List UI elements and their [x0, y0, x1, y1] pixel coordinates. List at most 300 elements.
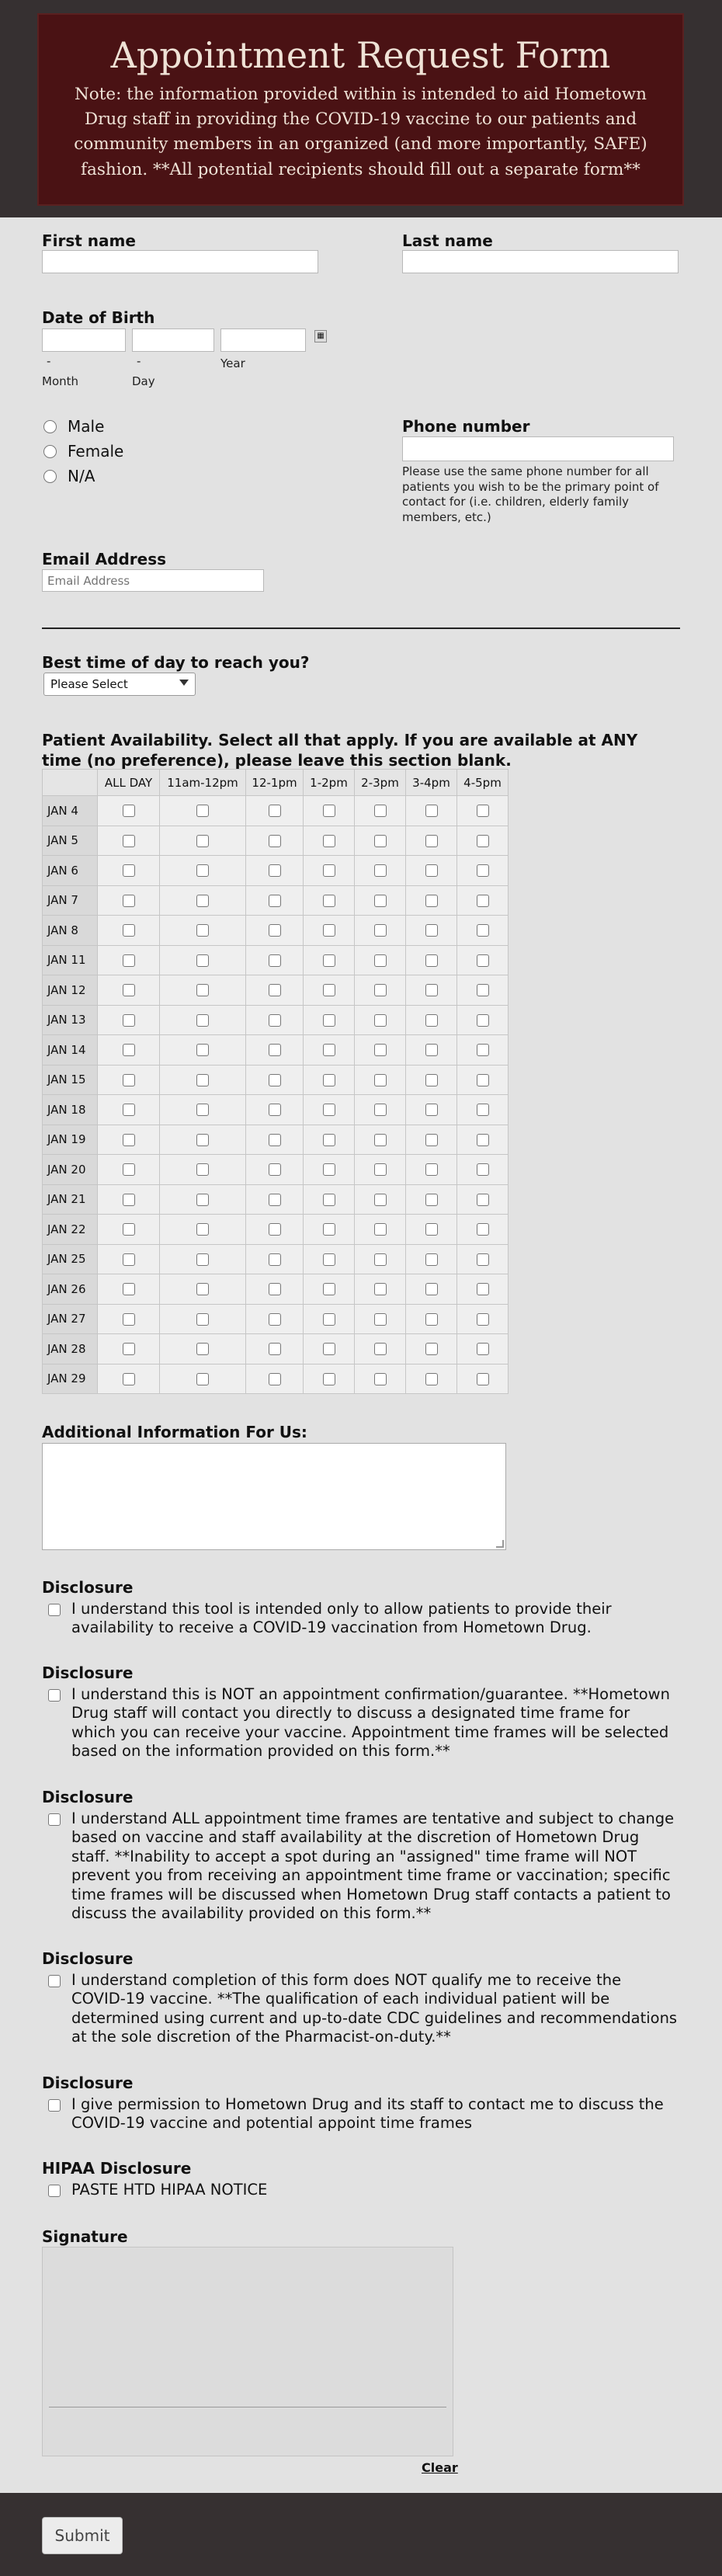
availability-checkbox[interactable] [269, 1194, 281, 1206]
radio-button[interactable] [43, 470, 57, 483]
availability-checkbox[interactable] [323, 1134, 335, 1146]
table-row [43, 1215, 509, 1245]
availability-checkbox[interactable] [123, 1373, 135, 1385]
availability-checkbox[interactable] [196, 924, 209, 937]
availability-cell [355, 826, 406, 856]
availability-cell [457, 1184, 509, 1215]
availability-checkbox[interactable] [374, 1134, 387, 1146]
availability-checkbox[interactable] [269, 1163, 281, 1176]
availability-checkbox[interactable] [323, 1074, 335, 1086]
availability-cell [160, 856, 246, 886]
availability-checkbox[interactable] [123, 1223, 135, 1236]
availability-checkbox[interactable] [374, 1104, 387, 1116]
radio-label: Male [68, 417, 105, 436]
availability-cell [457, 1125, 509, 1155]
availability-checkbox[interactable] [323, 1104, 335, 1116]
availability-cell [406, 1065, 457, 1095]
disclosure-title: Disclosure [42, 1788, 134, 1806]
availability-checkbox[interactable] [374, 1313, 387, 1326]
availability-cell [457, 826, 509, 856]
availability-checkbox[interactable] [196, 954, 209, 967]
availability-checkbox[interactable] [196, 864, 209, 877]
day-label: JAN 28 [43, 1334, 98, 1364]
availability-cell [457, 856, 509, 886]
availability-cell [304, 1364, 355, 1394]
availability-checkbox[interactable] [425, 1253, 438, 1266]
availability-title: Patient Availability. Select all that apply. If you are available at ANY time (no preference), please leave this section blank. [42, 731, 638, 770]
availability-checkbox[interactable] [425, 984, 438, 996]
availability-checkbox[interactable] [374, 1044, 387, 1056]
availability-cell [406, 1125, 457, 1155]
availability-checkbox[interactable] [425, 1194, 438, 1206]
signature-pad[interactable] [42, 2247, 453, 2456]
phone-input[interactable] [402, 436, 674, 461]
dob-label: Date of Birth [42, 308, 155, 327]
availability-cell [406, 1244, 457, 1274]
disclosure-row [42, 2095, 679, 2133]
phone-label: Phone number [402, 417, 530, 436]
availability-checkbox[interactable] [269, 1104, 281, 1116]
radio-male[interactable] [43, 417, 104, 436]
day-label: JAN 20 [43, 1155, 98, 1185]
availability-checkbox[interactable] [425, 1223, 438, 1236]
availability-checkbox[interactable] [477, 1163, 489, 1176]
availability-checkbox[interactable] [374, 1014, 387, 1027]
availability-checkbox[interactable] [196, 1283, 209, 1295]
day-label: JAN 25 [43, 1244, 98, 1274]
availability-checkbox[interactable] [477, 1283, 489, 1295]
availability-checkbox[interactable] [269, 895, 281, 907]
availability-checkbox[interactable] [323, 1163, 335, 1176]
dob-sep-2: - [137, 354, 141, 368]
disclosure-row [42, 1971, 679, 2047]
disclosure-1 [42, 1578, 679, 1638]
availability-checkbox[interactable] [123, 1313, 135, 1326]
availability-checkbox[interactable] [425, 864, 438, 877]
availability-cell [355, 1304, 406, 1334]
availability-cell [304, 916, 355, 946]
availability-checkbox[interactable] [477, 1223, 489, 1236]
availability-checkbox[interactable] [425, 805, 438, 817]
table-row [43, 1035, 509, 1066]
availability-checkbox[interactable] [323, 1194, 335, 1206]
availability-cell [304, 1095, 355, 1125]
availability-checkbox[interactable] [477, 864, 489, 877]
resize-handle-icon[interactable] [496, 1540, 504, 1548]
availability-checkbox[interactable] [196, 1134, 209, 1146]
availability-cell [406, 1334, 457, 1364]
availability-checkbox[interactable] [374, 984, 387, 996]
day-label: JAN 6 [43, 856, 98, 886]
availability-checkbox[interactable] [196, 895, 209, 907]
availability-cell [304, 885, 355, 916]
signature-label: Signature [42, 2227, 128, 2246]
availability-cell [98, 1155, 160, 1185]
availability-checkbox[interactable] [323, 1313, 335, 1326]
disclosure-checkbox[interactable] [48, 1813, 61, 1826]
availability-cell [98, 916, 160, 946]
availability-checkbox[interactable] [425, 1313, 438, 1326]
disclosure-title: HIPAA Disclosure [42, 2159, 192, 2178]
availability-cell [160, 1364, 246, 1394]
availability-cell [406, 1304, 457, 1334]
table-row [43, 1244, 509, 1274]
availability-checkbox[interactable] [123, 1343, 135, 1355]
clear-signature-link[interactable]: Clear [422, 2460, 458, 2475]
availability-checkbox[interactable] [196, 1194, 209, 1206]
availability-cell [160, 1155, 246, 1185]
availability-cell [457, 1065, 509, 1095]
availability-checkbox[interactable] [374, 835, 387, 847]
availability-checkbox[interactable] [477, 805, 489, 817]
availability-checkbox[interactable] [323, 1373, 335, 1385]
availability-cell [355, 1364, 406, 1394]
availability-cell [406, 916, 457, 946]
availability-checkbox[interactable] [477, 895, 489, 907]
disclosure-2 [42, 1663, 679, 1761]
availability-checkbox[interactable] [269, 805, 281, 817]
availability-cell [457, 1155, 509, 1185]
day-label: JAN 18 [43, 1095, 98, 1125]
availability-checkbox[interactable] [123, 1283, 135, 1295]
availability-cell [406, 1274, 457, 1305]
availability-checkbox[interactable] [477, 1194, 489, 1206]
availability-checkbox[interactable] [196, 984, 209, 996]
disclosure-checkbox[interactable] [48, 2185, 61, 2197]
availability-checkbox[interactable] [269, 1014, 281, 1027]
last-name-label: Last name [402, 231, 493, 250]
availability-cell [355, 1215, 406, 1245]
first-name-input[interactable] [42, 250, 318, 273]
radio-label: N/A [68, 467, 95, 485]
availability-checkbox[interactable] [374, 1373, 387, 1385]
availability-cell [98, 945, 160, 975]
availability-checkbox[interactable] [425, 1074, 438, 1086]
availability-checkbox[interactable] [477, 1313, 489, 1326]
availability-cell [98, 1244, 160, 1274]
disclosure-text: I understand ALL appointment time frames are tentative and subject to change based on vaccine and staff availability at the discretion of Hometown Drug staff. **Inability to accept a spot during an "assigned" time frame will NOT prevent you from receiving an appointment time frame or vaccination; specific time frames will be discussed when Hometown Drug staff contacts a patient to discuss the availability provided on this form.** [71, 1809, 675, 1922]
availability-checkbox[interactable] [323, 864, 335, 877]
day-label: JAN 5 [43, 826, 98, 856]
dob-day-caption: Day [132, 374, 155, 388]
availability-checkbox[interactable] [477, 1104, 489, 1116]
availability-checkbox[interactable] [425, 924, 438, 937]
availability-checkbox[interactable] [196, 1343, 209, 1355]
availability-checkbox[interactable] [123, 1194, 135, 1206]
availability-cell [355, 1095, 406, 1125]
availability-checkbox[interactable] [123, 1014, 135, 1027]
availability-checkbox[interactable] [123, 1104, 135, 1116]
availability-checkbox[interactable] [425, 1343, 438, 1355]
disclosure-checkbox[interactable] [48, 1689, 61, 1702]
availability-cell [246, 1215, 304, 1245]
availability-cell [355, 885, 406, 916]
availability-cell [160, 916, 246, 946]
availability-checkbox[interactable] [123, 1074, 135, 1086]
day-label: JAN 29 [43, 1364, 98, 1394]
availability-checkbox[interactable] [123, 954, 135, 967]
availability-checkbox[interactable] [269, 1343, 281, 1355]
availability-checkbox[interactable] [196, 805, 209, 817]
availability-checkbox[interactable] [477, 1074, 489, 1086]
availability-cell [457, 1005, 509, 1035]
availability-cell [304, 856, 355, 886]
availability-cell [304, 1065, 355, 1095]
availability-cell [304, 1244, 355, 1274]
table-row [43, 1065, 509, 1095]
availability-checkbox[interactable] [477, 1134, 489, 1146]
availability-checkbox[interactable] [123, 805, 135, 817]
availability-cell [98, 1215, 160, 1245]
availability-cell [98, 1065, 160, 1095]
availability-checkbox[interactable] [477, 1253, 489, 1266]
table-row [43, 1005, 509, 1035]
availability-checkbox[interactable] [269, 835, 281, 847]
availability-checkbox[interactable] [123, 1253, 135, 1266]
availability-cell [457, 1364, 509, 1394]
dob-year-input[interactable] [220, 329, 306, 352]
availability-checkbox[interactable] [196, 1313, 209, 1326]
availability-checkbox[interactable] [123, 835, 135, 847]
availability-cell [457, 885, 509, 916]
availability-checkbox[interactable] [323, 1343, 335, 1355]
availability-cell [160, 1334, 246, 1364]
availability-cell [355, 1125, 406, 1155]
availability-checkbox[interactable] [425, 895, 438, 907]
availability-cell [246, 916, 304, 946]
disclosure-title: Disclosure [42, 1949, 134, 1968]
table-row [43, 1334, 509, 1364]
availability-checkbox[interactable] [269, 1044, 281, 1056]
disclosure-checkbox[interactable] [48, 2099, 61, 2112]
table-row [43, 796, 509, 826]
disclosure-text: I give permission to Hometown Drug and its staff to contact me to discuss the COVID-19 vaccine and potential appoint time frames [71, 2095, 664, 2133]
last-name-input[interactable] [402, 250, 679, 273]
availability-cell [160, 975, 246, 1006]
availability-cell [355, 1035, 406, 1066]
availability-cell [98, 1184, 160, 1215]
availability-checkbox[interactable] [374, 1194, 387, 1206]
availability-cell [304, 826, 355, 856]
availability-checkbox[interactable] [269, 1283, 281, 1295]
availability-cell [246, 1005, 304, 1035]
availability-cell [98, 1274, 160, 1305]
availability-checkbox[interactable] [269, 1074, 281, 1086]
radio-na[interactable] [43, 467, 95, 485]
availability-cell [246, 1065, 304, 1095]
availability-checkbox[interactable] [123, 1044, 135, 1056]
availability-checkbox[interactable] [269, 1373, 281, 1385]
availability-checkbox[interactable] [374, 1343, 387, 1355]
availability-checkbox[interactable] [323, 1044, 335, 1056]
availability-checkbox[interactable] [269, 1223, 281, 1236]
availability-cell [160, 1215, 246, 1245]
availability-checkbox[interactable] [477, 1343, 489, 1355]
availability-checkbox[interactable] [196, 835, 209, 847]
email-input[interactable] [42, 569, 264, 592]
grid-corner [43, 770, 98, 796]
availability-cell [355, 1334, 406, 1364]
table-row [43, 1125, 509, 1155]
availability-checkbox[interactable] [323, 1223, 335, 1236]
availability-checkbox[interactable] [123, 895, 135, 907]
availability-cell [304, 1304, 355, 1334]
availability-checkbox[interactable] [374, 954, 387, 967]
availability-checkbox[interactable] [425, 835, 438, 847]
disclosure-text: I understand this tool is intended only to allow patients to provide their availability to receive a COVID-19 vaccination from Hometown Drug. [71, 1600, 612, 1637]
availability-checkbox[interactable] [477, 1373, 489, 1385]
availability-checkbox[interactable] [196, 1014, 209, 1027]
email-label: Email Address [42, 550, 167, 568]
dob-month-input[interactable] [42, 329, 126, 352]
header-band [0, 0, 722, 217]
radio-button[interactable] [43, 420, 57, 433]
availability-checkbox[interactable] [269, 1253, 281, 1266]
availability-checkbox[interactable] [374, 1074, 387, 1086]
availability-cell [457, 1334, 509, 1364]
availability-checkbox[interactable] [323, 835, 335, 847]
column-header: 2-3pm [355, 770, 406, 796]
availability-cell [304, 796, 355, 826]
day-label: JAN 14 [43, 1035, 98, 1066]
availability-cell [457, 1035, 509, 1066]
availability-checkbox[interactable] [269, 984, 281, 996]
availability-checkbox[interactable] [323, 1283, 335, 1295]
table-row [43, 975, 509, 1006]
availability-cell [98, 796, 160, 826]
dob-day-input[interactable] [132, 329, 214, 352]
availability-checkbox[interactable] [477, 835, 489, 847]
disclosure-checkbox[interactable] [48, 1975, 61, 1987]
availability-checkbox[interactable] [477, 1044, 489, 1056]
availability-checkbox[interactable] [123, 924, 135, 937]
availability-checkbox[interactable] [196, 1074, 209, 1086]
disclosure-checkbox[interactable] [48, 1604, 61, 1616]
availability-checkbox[interactable] [269, 864, 281, 877]
availability-cell [98, 856, 160, 886]
availability-checkbox[interactable] [477, 924, 489, 937]
availability-checkbox[interactable] [425, 1014, 438, 1027]
availability-checkbox[interactable] [269, 1134, 281, 1146]
availability-checkbox[interactable] [425, 1163, 438, 1176]
availability-cell [98, 1125, 160, 1155]
availability-checkbox[interactable] [477, 1014, 489, 1027]
availability-cell [304, 1184, 355, 1215]
availability-cell [304, 1005, 355, 1035]
availability-cell [160, 1125, 246, 1155]
availability-checkbox[interactable] [269, 1313, 281, 1326]
calendar-icon[interactable]: ▦ [314, 330, 327, 342]
availability-checkbox[interactable] [425, 1283, 438, 1295]
availability-checkbox[interactable] [374, 805, 387, 817]
availability-checkbox[interactable] [374, 1223, 387, 1236]
availability-checkbox[interactable] [323, 895, 335, 907]
availability-cell [246, 796, 304, 826]
availability-checkbox[interactable] [323, 924, 335, 937]
availability-checkbox[interactable] [269, 954, 281, 967]
availability-checkbox[interactable] [123, 1134, 135, 1146]
column-header: 11am-12pm [160, 770, 246, 796]
best-time-label: Best time of day to reach you? [42, 653, 310, 672]
availability-checkbox[interactable] [196, 1044, 209, 1056]
availability-cell [406, 885, 457, 916]
radio-button[interactable] [43, 445, 57, 458]
availability-cell [304, 1035, 355, 1066]
first-name-label: First name [42, 231, 136, 250]
availability-checkbox[interactable] [323, 805, 335, 817]
disclosure-text: I understand completion of this form does NOT qualify me to receive the COVID-19 vaccine. **The qualification of each individual patient will be determined using current and up-to-date CDC guidelines and recommendations at the sole discretion of the Pharmacist-on-duty.** [71, 1971, 678, 2046]
availability-checkbox[interactable] [323, 1014, 335, 1027]
availability-checkbox[interactable] [323, 984, 335, 996]
table-row [43, 1155, 509, 1185]
additional-info-textarea[interactable] [42, 1443, 506, 1550]
availability-checkbox[interactable] [425, 1373, 438, 1385]
availability-checkbox[interactable] [196, 1163, 209, 1176]
availability-checkbox[interactable] [425, 1044, 438, 1056]
availability-cell [98, 885, 160, 916]
availability-checkbox[interactable] [196, 1253, 209, 1266]
availability-checkbox[interactable] [123, 1163, 135, 1176]
availability-checkbox[interactable] [477, 954, 489, 967]
availability-checkbox[interactable] [196, 1104, 209, 1116]
radio-label: Female [68, 442, 124, 461]
availability-cell [457, 916, 509, 946]
table-row [43, 1095, 509, 1125]
availability-cell [98, 1005, 160, 1035]
availability-checkbox[interactable] [374, 1253, 387, 1266]
availability-checkbox[interactable] [323, 1253, 335, 1266]
availability-cell [246, 826, 304, 856]
availability-checkbox[interactable] [196, 1373, 209, 1385]
availability-cell [304, 1215, 355, 1245]
availability-cell [246, 1155, 304, 1185]
availability-checkbox[interactable] [374, 1163, 387, 1176]
availability-cell [355, 1065, 406, 1095]
radio-female[interactable] [43, 442, 123, 461]
availability-checkbox[interactable] [374, 864, 387, 877]
disclosure-title: Disclosure [42, 1578, 134, 1597]
availability-cell [457, 1304, 509, 1334]
availability-checkbox[interactable] [477, 984, 489, 996]
submit-button[interactable]: Submit [42, 2517, 123, 2554]
availability-cell [304, 1125, 355, 1155]
disclosure-row [42, 1685, 679, 1761]
availability-checkbox[interactable] [269, 924, 281, 937]
availability-cell [160, 1274, 246, 1305]
availability-checkbox[interactable] [425, 954, 438, 967]
availability-cell [160, 826, 246, 856]
availability-checkbox[interactable] [123, 864, 135, 877]
availability-cell [355, 796, 406, 826]
availability-cell [246, 1035, 304, 1066]
availability-checkbox[interactable] [374, 1283, 387, 1295]
availability-checkbox[interactable] [196, 1223, 209, 1236]
table-row [43, 1274, 509, 1305]
availability-checkbox[interactable] [374, 895, 387, 907]
availability-cell [457, 975, 509, 1006]
best-time-select[interactable] [43, 673, 196, 696]
availability-checkbox[interactable] [374, 924, 387, 937]
header-note: Note: the information provided within is intended to aid Hometown Drug staff in providing the COVID-19 vaccine to our patients and community members in an organized (and more importantly, SAFE) fashion. **All potential recipients should fill out a separate form** [74, 84, 647, 179]
column-header: 1-2pm [304, 770, 355, 796]
availability-cell [160, 796, 246, 826]
availability-checkbox[interactable] [425, 1104, 438, 1116]
day-label: JAN 12 [43, 975, 98, 1006]
availability-checkbox[interactable] [323, 954, 335, 967]
availability-checkbox[interactable] [123, 984, 135, 996]
availability-checkbox[interactable] [425, 1134, 438, 1146]
table-row [43, 1184, 509, 1215]
